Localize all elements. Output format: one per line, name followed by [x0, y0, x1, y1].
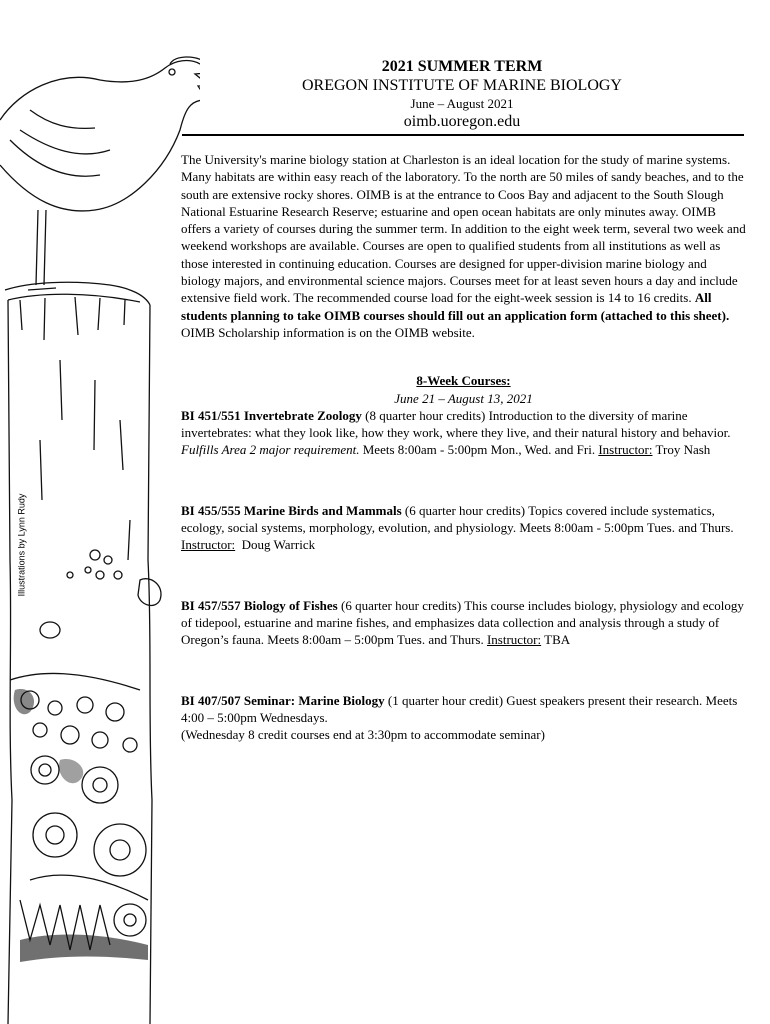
course-biology-of-fishes: [181, 597, 746, 649]
course-marine-birds-mammals: [181, 502, 746, 554]
header-divider: [182, 134, 744, 136]
main-content: [181, 151, 746, 743]
instructor-name: Doug Warrick: [235, 537, 316, 553]
seagull-on-piling-icon: [0, 0, 200, 1024]
illustration-credit: Illustrations by Lynn Rudy: [16, 493, 27, 597]
instructor-label: Instructor:: [486, 632, 542, 648]
course-description: (6 quarter hour credits) This course includes biology, physiology and ecology of tidepool, estuarine and marine fishes, and emphasizes data collection and analysis through a study of Oregon’s fauna. Meets 8:00am – 5:00pm Tues. and Thurs.: [181, 597, 744, 648]
course-description: (8 quarter hour credits) Introduction to the diversity of marine invertebrates: what they look like, how they work, where they live, and their natural history and behavior.: [181, 407, 731, 441]
course-name: BI 457/557 Biology of Fishes: [181, 597, 338, 613]
instructor-label: Instructor:: [181, 537, 236, 553]
course-name: BI 407/507 Seminar: Marine Biology: [181, 692, 385, 708]
website-link[interactable]: oimb.uoregon.edu: [403, 113, 521, 130]
instructor-name: Troy Nash: [652, 442, 711, 458]
institute-name: OREGON INSTITUTE OF MARINE BIOLOGY: [302, 77, 622, 94]
intro-scholarship-note: OIMB Scholarship information is on the OIMB website.: [181, 324, 475, 340]
page-title: 2021 SUMMER TERM: [381, 58, 543, 75]
intro-paragraph: [181, 151, 746, 341]
course-meeting-times: Meets 8:00am - 5:00pm Mon., Wed. and Fri.: [359, 442, 599, 458]
instructor-label: Instructor:: [598, 442, 653, 458]
course-note: (Wednesday 8 credit courses end at 3:30pm to accommodate seminar): [181, 727, 545, 743]
course-name: BI 451/551 Invertebrate Zoology: [181, 407, 362, 423]
course-requirement: Fulfills Area 2 major requirement.: [181, 442, 360, 458]
section-title: 8-Week Courses:: [416, 373, 511, 389]
course-description: (6 quarter hour credits) Topics covered include systematics, ecology, social systems, morphology, evolution, and physiology. Meets 8:00am - 5:00pm Tues. and Thurs.: [181, 502, 734, 536]
section-dates: June 21 – August 13, 2021: [394, 390, 533, 406]
intro-text: The University's marine biology station at Charleston is an ideal location for the study of marine systems. Many habitats are within easy reach of the laboratory. To the north are 50 miles of sandy beaches, and to the south are extensive rocky shores. OIMB is at the entrance to Coos Bay and adjacent to the South Slough National Estuarine Research Reserve; estuarine and open ocean habitats are only minutes away. OIMB offers a variety of courses during the summer term. In addition to the eight week term, several two week and weekend workshops are available. Courses are open to qualified students from all institutions as well as those interested in continuing education. Courses are designed for upper-division marine biology and biology majors, and environmental science majors. Courses meet for at least seven hours a day and include extensive field work. The recommended course load for the eight-week session is 14 to 16 credits.: [181, 152, 746, 306]
course-description: (1 quarter hour credit) Guest speakers present their research. Meets 4:00 – 5:00pm Wednesdays.: [181, 692, 738, 725]
course-seminar-marine-biology: [181, 692, 746, 744]
page-header: [180, 58, 744, 132]
course-name: BI 455/555 Marine Birds and Mammals: [181, 502, 402, 518]
term-dates: June – August 2021: [410, 96, 514, 111]
section-heading: [181, 372, 746, 407]
course-invertebrate-zoology: [181, 407, 746, 459]
instructor-name: TBA: [541, 632, 571, 648]
intro-application-note: All students planning to take OIMB courses should fill out an application form (attached to this sheet).: [181, 290, 730, 323]
